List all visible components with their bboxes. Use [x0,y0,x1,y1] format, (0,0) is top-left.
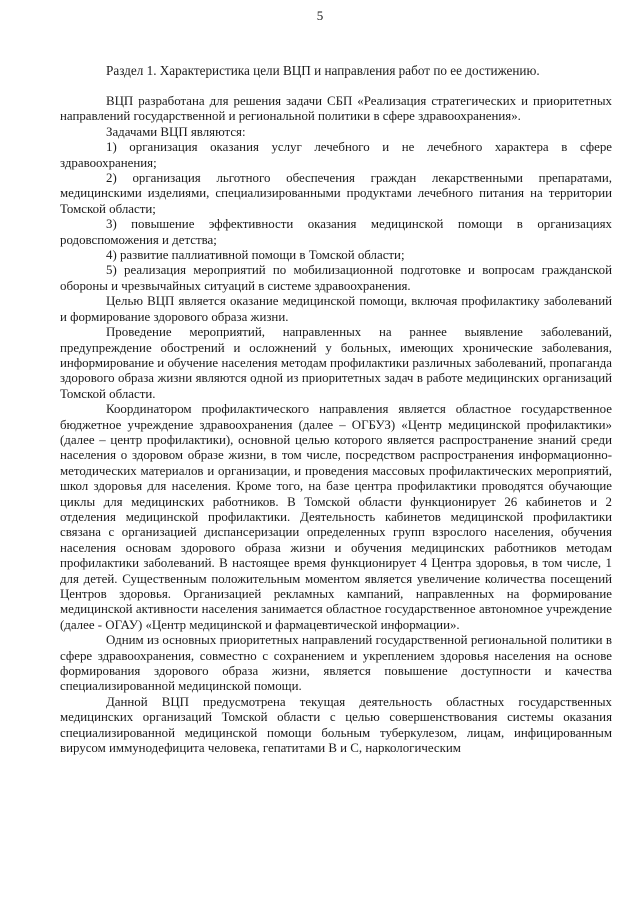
paragraph-task-1: 1) организация оказания услуг лечебного и не лечебного характера в сфере здравоохранения; [60,140,612,170]
paragraph-intro: ВЦП разработана для решения задачи СБП «Реализация стратегических и приоритетных направлений государственной и региональной политики в сфере здравоохранения». [60,94,612,124]
page-number: 5 [316,8,324,23]
document-body [60,94,612,756]
paragraph-coordinator: Координатором профилактического направления является областное государственное бюджетное учреждение здравоохранения (далее – ОГБУЗ) «Центр медицинской профилактики» (далее – центр профилактики), основной целью которого является распространение знаний среди населения о здоровом образе жизни, в том числе, посредством распространения информационно-методических материалов и организации, и проведения массовых профилактических мероприятий, школ здоровья для населения. Кроме того, на базе центра профилактики проводятся обучающие циклы для медицинских работников. В Томской области функционирует 26 кабинетов и 2 отделения медицинской профилактики. Деятельность кабинетов медицинской профилактики связана с организацией диспансеризации определенных групп взрослого населения, обучения населения основам здорового образа жизни и обучения медицинских работников методам профилактики заболеваний. В настоящее время функционирует 4 Центра здоровья, в том числе, 1 для детей. Существенным положительным моментом является увеличение количества посещений Центров здоровья. Организацией рекламных кампаний, направленных на формирование медицинской активности населения занимается областное государственное автономное учреждение (далее - ОГАУ) «Центр медицинской и фармацевтической информации». [60,402,612,632]
paragraph-goal: Целью ВЦП является оказание медицинской помощи, включая профилактику заболеваний и формирование здорового образа жизни. [60,294,612,324]
paragraph-prevention: Проведение мероприятий, направленных на раннее выявление заболеваний, предупреждение обострений и осложнений у больных, имеющих хронические заболевания, информирование и обучение населения методам профилактики различных заболеваний, пропаганда здорового образа жизни являются одной из приоритетных задач в работе медицинских организаций Томской области. [60,325,612,401]
paragraph-current-activity: Данной ВЦП предусмотрена текущая деятельность областных государственных медицинских организаций Томской области с целью совершенствования системы оказания специализированной медицинской помощи больным туберкулезом, лицам, инфицированным вирусом иммунодефицита человека, гепатитами В и С, наркологическим [60,694,612,756]
paragraph-task-2: 2) организация льготного обеспечения граждан лекарственными препаратами, медицинскими изделиями, специализированными продуктами лечебного питания на территории Томской области; [60,171,612,216]
section-title: Раздел 1. Характеристика цели ВЦП и направления работ по ее достижению. [106,63,540,78]
paragraph-tasks-heading: Задачами ВЦП являются: [106,124,246,139]
paragraph-task-4: 4) развитие паллиативной помощи в Томской области; [106,248,405,263]
paragraph-task-3: 3) повышение эффективности оказания медицинской помощи в организациях родовспоможения и детства; [60,217,612,247]
paragraph-task-5: 5) реализация мероприятий по мобилизационной подготовке и вопросам гражданской обороны и чрезвычайных ситуаций в системе здравоохранения. [60,263,612,293]
paragraph-priority: Одним из основных приоритетных направлений государственной региональной политики в сфере здравоохранения, совместно с сохранением и укреплением здоровья населения на основе формирования здорового образа жизни, является повышение доступности и качества специализированной медицинской помощи. [60,633,612,694]
